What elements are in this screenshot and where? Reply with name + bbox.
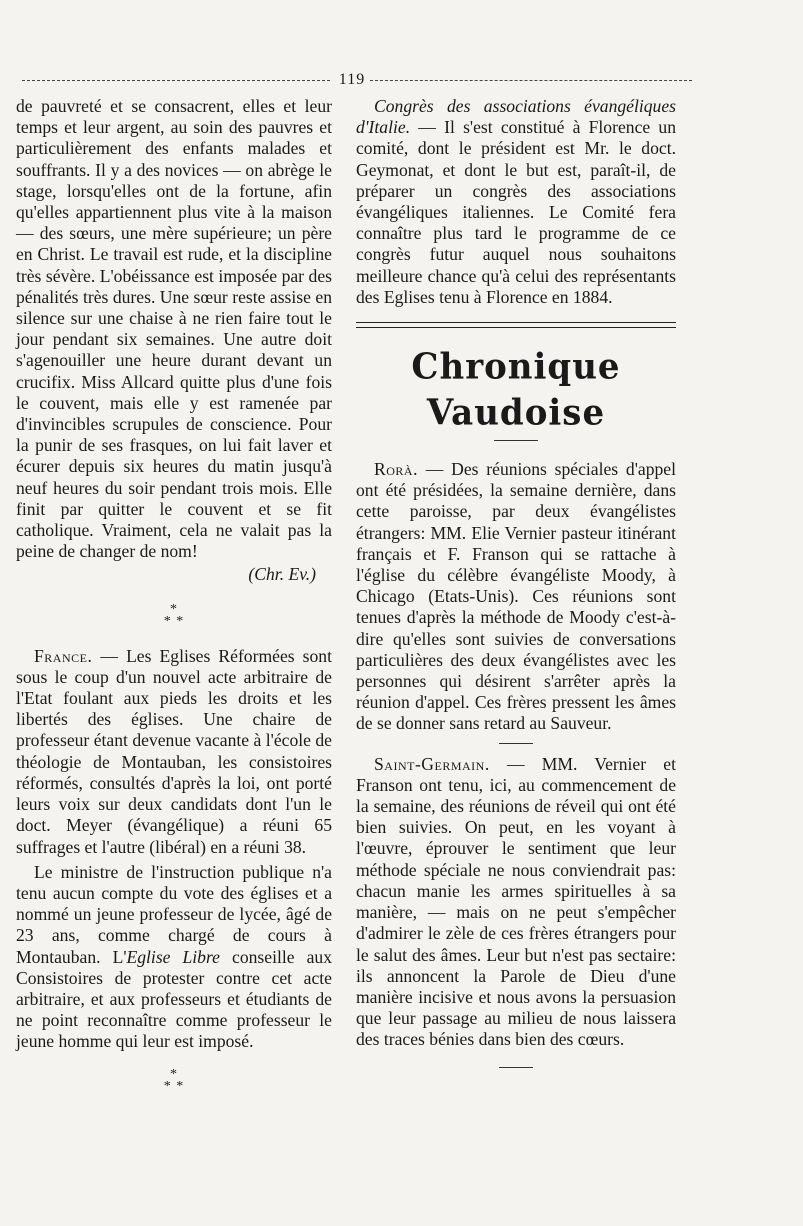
france-paragraph <box>16 646 332 858</box>
rora-heading: Rorà. <box>374 459 418 480</box>
minister-paragraph: Le ministre de l'instruction publique n'a tenu aucun compte du vote des églises et a nommé un jeune professeur de lycée, âgé de 23 ans, comme chargé de cours à Montauban. L'Eglise Libre conseille aux Consistoires de protester contre cet acte arbitraire, et aux professeurs et étudiants de ne point reconnaître comme professeur le jeune homme qui leur est imposé. <box>16 861 332 1052</box>
page-number: 119 <box>338 71 366 88</box>
france-heading: France. <box>34 645 93 666</box>
header-rule-left <box>22 80 330 81</box>
france-text: — Les Eglises Réformées sont sous le coup d'un nouvel acte arbitraire de l'Etat foulant aux pieds les droits et les libertés des églises. Une chaire de professeur étant devenue vacante à l'école de théologie de Montauban, les consistoires réformés, consultés d'après la loi, ont porté leurs voix sur deux candidats dont l'un le doct. Meyer (évangélique) a réuni 65 suffrages et l'autre (libéral) en a réuni 38. <box>16 645 332 857</box>
saint-germain-paragraph <box>356 754 676 1051</box>
asterism-separator-bottom: * * * <box>163 1066 185 1094</box>
rora-paragraph <box>356 459 676 735</box>
title-short-rule <box>494 440 538 441</box>
source-signature: (Chr. Ev.) <box>248 564 316 585</box>
congres-paragraph <box>356 96 676 308</box>
eglise-libre-title: Eglise Libre <box>126 946 220 967</box>
section-double-rule <box>356 322 676 328</box>
chronique-vaudoise-title: Chronique Vaudoise <box>411 345 621 435</box>
congres-text: — Il s'est constitué à Florence un comité, dont le président est Mr. le doct. Geymonat, et dont le but est, paraît-il, de préparer un congrès des associations évangéliques italiennes. Le Comité fera connaître plus tard le programme de ce congrès futur auquel nous souhaitons meilleure chance qu'à celui des représentants des Eglises tenu à Florence en 1884. <box>356 117 676 307</box>
saint-germain-text: — MM. Vernier et Franson ont tenu, ici, au commencement de la semaine, des réunions de réveil qui ont été bien suivies. On peut, en les voyant à l'œuvre, éprouver le sentiment que leur méthode spéciale ne nous conviendrait pas: chacun manie les armes spirituelles à sa manière, — mais on ne peut s'empêcher d'admirer le zèle de ces frères étrangers pour le salut des âmes. Leur but n'est pas sectaire: ils annoncent la Parole de Dieu d'une manière incisive et nous avons la persuasion que leur passage au milieu de nous laissera des traces bénies dans bien des cœurs. <box>356 753 676 1050</box>
left-column <box>16 96 332 1111</box>
right-column <box>356 96 676 1078</box>
saint-germain-heading: Saint-Germain. <box>374 753 490 774</box>
convent-paragraph: de pauvreté et se consacrent, elles et leur temps et leur argent, au soin des pauvres et particulièrement des enfants malades et souffrants. Il y a des novices — on abrège le stage, lorsqu'elles ont de la fortune, afin qu'elles appartiennent plus vite à la maison — des sœurs, une mère supérieure; un père en Christ. Le travail est rude, et la discipline très sévère. L'obéissance est imposée par des pénalités très dures. Une sœur reste assise en silence sur une chaise à ne rien faire tout le jour pendant six semaines. Une autre doit s'agenouiller une heure durant devant un crucifix. Miss Allcard quitte plus d'une fois le couvent, mais elle y est ramenée par d'invincibles scrupules de conscience. Pour la punir de ses frasques, on lui fait laver et écurer depuis six heures du matin jusqu'à neuf heures du soir pendant trois mois. Elle finit par quitter le couvent et se fit catholique. Vraiment, cela ne valait pas la peine de changer de nom! <box>16 96 332 562</box>
rora-text: — Des réunions spéciales d'appel ont été présidées, la semaine dernière, dans cette paroisse, par deux évangélistes étrangers: MM. Elie Vernier pasteur itinérant français et F. Franson qui se rattache à l'église du célèbre évangéliste Moody, à Chicago (Etats-Unis). Ces réunions sont tenues d'après la méthode de Moody c'est-à-dire qu'elles sont suivies de conversations particulières des deux évangélistes avec les personnes qui désirent s'arrêter après la réunion d'appel. Ces frères pressent les âmes de se donner sans retard au Sauveur. <box>356 459 676 734</box>
end-short-rule <box>499 1067 533 1068</box>
header-rule-right <box>370 80 692 81</box>
paragraph-short-rule <box>499 743 533 744</box>
congres-heading: Congrès des associations évangéliques d'Italie. <box>356 96 676 138</box>
asterism-separator: * * * <box>163 601 185 629</box>
